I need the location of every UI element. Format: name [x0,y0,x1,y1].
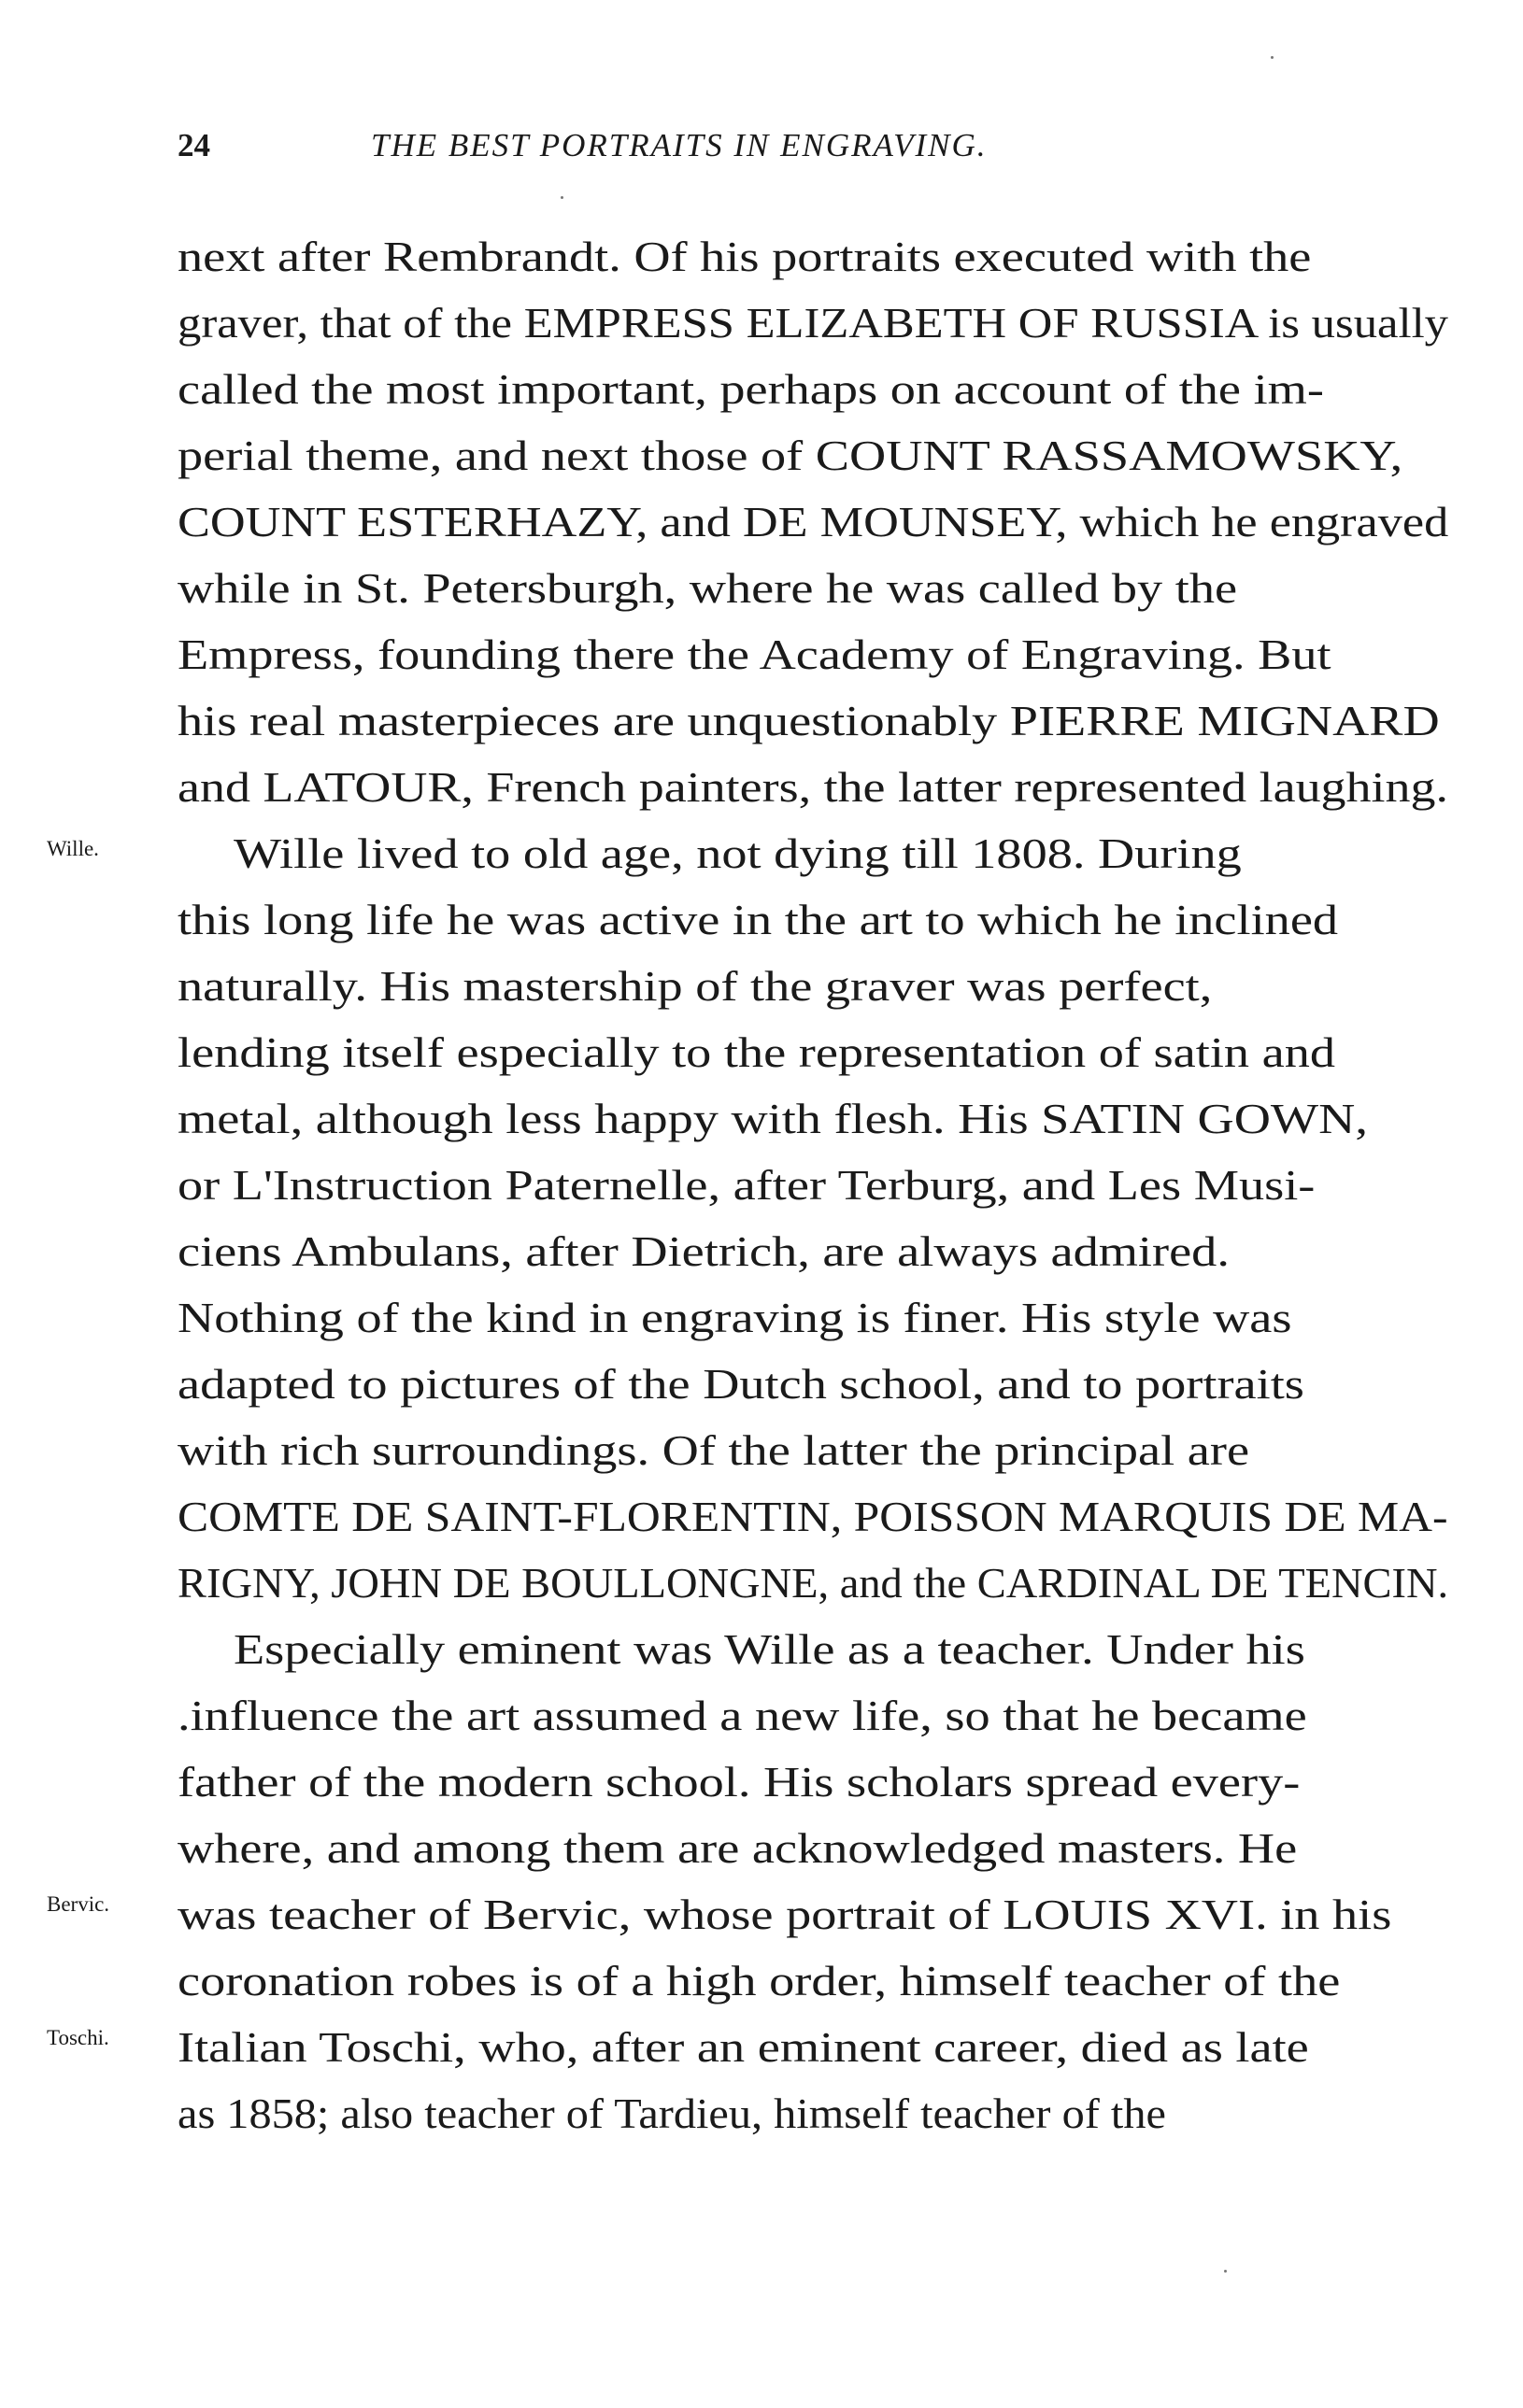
print-smudge [561,196,563,199]
print-smudge [1271,56,1274,59]
print-smudge [1224,2270,1227,2273]
sidenote-toschi: Toschi. [47,2026,109,2049]
text-line: father of the modern school. His scholars spread every- [178,1758,1301,1806]
page-number: 24 [178,127,210,163]
text-line: where, and among them are acknowledged masters. He [178,1824,1298,1872]
text-line: this long life he was active in the art to which he inclined [178,896,1339,943]
text-line: Italian Toschi, who, after an eminent career, died as late [178,2023,1309,2071]
text-line: with rich surroundings. Of the latter the principal are [178,1426,1250,1474]
text-line: graver, that of the EMPRESS ELIZABETH OF RUSSIA is usually [178,299,1448,347]
text-line: perial theme, and next those of COUNT RASSAMOWSKY, [178,432,1403,479]
text-line: was teacher of Bervic, whose portrait of LOUIS XVI. in his [178,1891,1392,1938]
text-line: next after Rembrandt. Of his portraits executed with the [178,233,1312,280]
text-line: as 1858; also teacher of Tardieu, himself teacher of the [178,2089,1166,2137]
text-line: coronation robes is of a high order, himself teacher of the [178,1957,1341,2004]
running-title: THE BEST PORTRAITS IN ENGRAVING. [371,127,988,163]
text-line: and LATOUR, French painters, the latter represented laughing. [178,763,1449,811]
text-line: while in St. Petersburgh, where he was called by the [178,564,1238,612]
page-header [178,127,1280,174]
text-line: lending itself especially to the representation of satin and [178,1028,1336,1076]
text-line: RIGNY, JOHN DE BOULLONGNE, and the CARDINAL DE TENCIN. [178,1559,1449,1607]
text-line: Empress, founding there the Academy of Engraving. But [178,630,1331,678]
text-line: called the most important, perhaps on account of the im- [178,365,1324,413]
text-line: Wille lived to old age, not dying till 1808. During [234,829,1242,877]
text-line: COUNT ESTERHAZY, and DE MOUNSEY, which he engraved [178,498,1449,545]
sidenote-bervic: Bervic. [47,1892,110,1916]
text-line: Especially eminent was Wille as a teacher. Under his [234,1625,1305,1673]
body-text [178,224,1449,2137]
text-line: or L'Instruction Paternelle, after Terburg, and Les Musi- [178,1161,1316,1209]
text-line: Nothing of the kind in engraving is finer. His style was [178,1294,1292,1341]
text-line: his real masterpieces are unquestionably PIERRE MIGNARD [178,697,1440,744]
text-line: naturally. His mastership of the graver was perfect, [178,962,1213,1010]
text-line: adapted to pictures of the Dutch school, and to portraits [178,1360,1304,1408]
text-line: metal, although less happy with flesh. His SATIN GOWN, [178,1095,1368,1142]
text-line: COMTE DE SAINT-FLORENTIN, POISSON MARQUIS DE MA- [178,1493,1448,1540]
text-line: ciens Ambulans, after Dietrich, are always admired. [178,1227,1230,1275]
sidenote-wille: Wille. [47,837,99,860]
text-line: .influence the art assumed a new life, so that he became [178,1692,1307,1739]
